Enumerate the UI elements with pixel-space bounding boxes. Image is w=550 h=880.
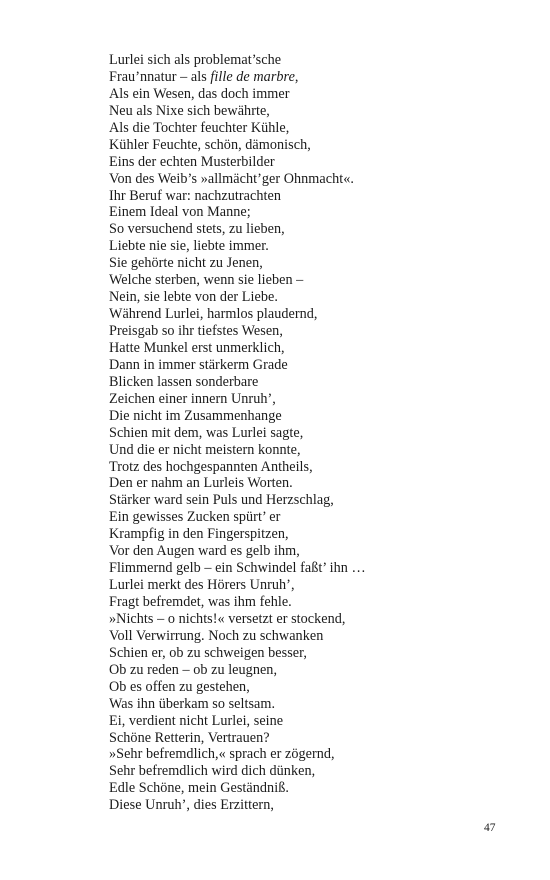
poem-line: Dann in immer stärkerm Grade: [109, 356, 288, 373]
poem-line: Sehr befremdlich wird dich dünken,: [109, 763, 316, 780]
poem-line: Flimmernd gelb – ein Schwindel faßt’ ihn …: [109, 560, 366, 577]
poem-line: So versuchend stets, zu lieben,: [109, 221, 285, 238]
poem-line: Einem Ideal von Manne;: [109, 204, 251, 221]
poem-line-punctuation: ,: [294, 68, 299, 85]
poem-line-text: Frau’nnatur – als: [109, 68, 211, 85]
poem-line: Schöne Retterin, Vertrauen?: [109, 729, 270, 746]
poem-line: Vor den Augen ward es gelb ihm,: [109, 543, 300, 560]
poem-line: Stärker ward sein Puls und Herzschlag,: [109, 492, 334, 509]
poem-line: Ob es offen zu gestehen,: [109, 678, 250, 695]
italic-phrase: fille de marbre: [210, 68, 295, 85]
poem-line: Schien mit dem, was Lurlei sagte,: [109, 424, 304, 441]
poem-line: Was ihn überkam so seltsam.: [109, 695, 276, 712]
poem-line: Sie gehörte nicht zu Jenen,: [109, 255, 263, 272]
poem-line: Zeichen einer innern Unruh’,: [109, 390, 276, 407]
poem-line: Nein, sie lebte von der Liebe.: [109, 289, 278, 306]
poem-line: Während Lurlei, harmlos plaudernd,: [109, 306, 318, 323]
poem-line: Blicken lassen sonderbare: [109, 373, 259, 390]
poem-line: Schien er, ob zu schweigen besser,: [109, 644, 307, 661]
poem-line: Trotz des hochgespannten Antheils,: [109, 458, 313, 475]
poem-line: Als ein Wesen, das doch immer: [109, 85, 290, 102]
poem-line: Welche sterben, wenn sie lieben –: [109, 272, 304, 289]
poem-line: Ihr Beruf war: nachzutrachten: [109, 187, 282, 204]
poem-line: Edle Schöne, mein Geständniß.: [109, 780, 289, 797]
poem-line: Preisgab so ihr tiefstes Wesen,: [109, 323, 283, 339]
poem-line: Den er nahm an Lurleis Worten.: [109, 475, 293, 492]
poem-line: Krampfig in den Fingerspitzen,: [109, 526, 289, 543]
poem-line: Voll Verwirrung. Noch zu schwanken: [109, 627, 324, 644]
poem-line: Ei, verdient nicht Lurlei, seine: [109, 712, 284, 729]
poem-line: Fragt befremdet, was ihm fehle.: [109, 594, 292, 610]
poem-line: Neu als Nixe sich bewährte,: [109, 102, 270, 119]
poem-line: »Sehr befremdlich,« sprach er zögernd,: [109, 746, 335, 763]
poem-line: »Nichts – o nichts!« versetzt er stockend,: [109, 610, 346, 627]
poem-line: Ein gewisses Zucken spürt’ er: [109, 509, 281, 526]
poem-line: Diese Unruh’, dies Erzittern,: [109, 797, 274, 814]
poem-line: Und die er nicht meistern konnte,: [109, 441, 301, 458]
poem-line: Hatte Munkel erst unmerklich,: [109, 339, 285, 356]
poem-line: Als die Tochter feuchter Kühle,: [109, 119, 290, 136]
poem-line: Lurlei merkt des Hörers Unruh’,: [109, 577, 295, 594]
poem-line: Liebte nie sie, liebte immer.: [109, 238, 269, 255]
poem-line: Von des Weib’s »allmächt’ger Ohnmacht«.: [109, 170, 354, 187]
poem-line: [109, 69, 366, 86]
poem-text: [109, 52, 366, 814]
poem-line: Die nicht im Zusammenhange: [109, 407, 282, 424]
poem-line: Ob zu reden – ob zu leugnen,: [109, 661, 278, 678]
poem-line: Eins der echten Musterbilder: [109, 153, 275, 170]
poem-line: Lurlei sich als problemat’sche: [109, 52, 282, 68]
page-number: 47: [484, 822, 496, 834]
poem-line: Kühler Feuchte, schön, dämonisch,: [109, 136, 311, 153]
